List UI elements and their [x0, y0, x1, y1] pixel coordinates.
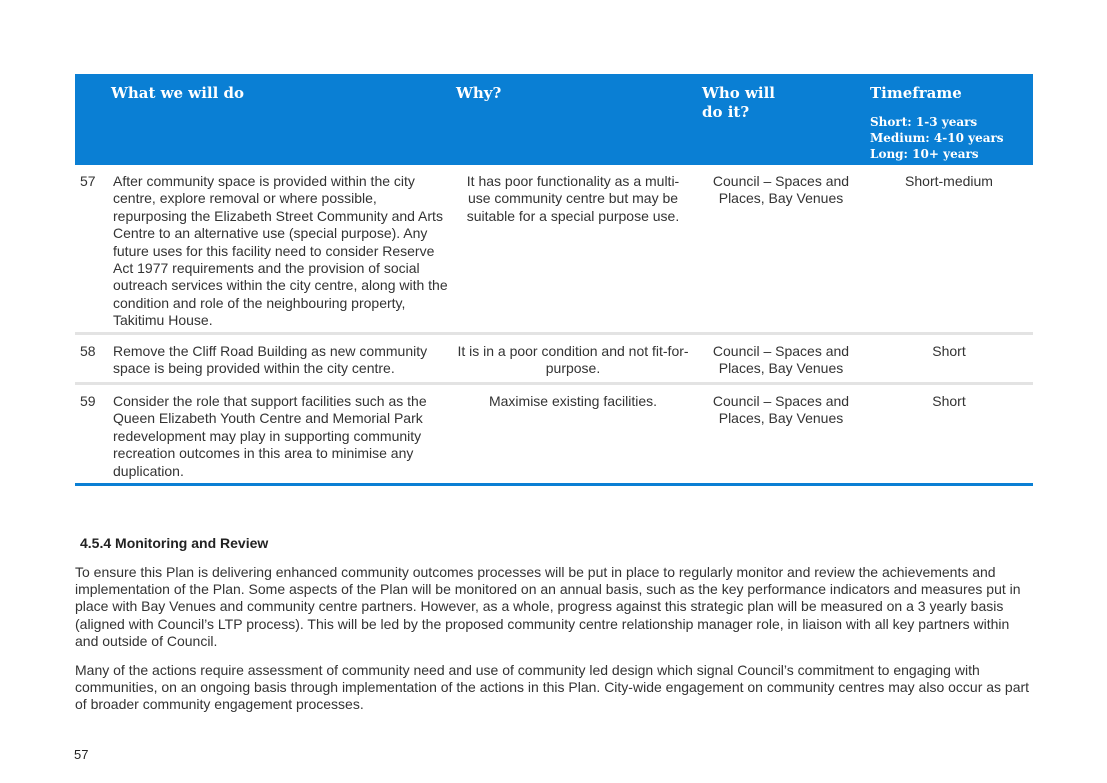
page-number: 57: [74, 747, 89, 762]
row-action: Remove the Cliff Road Building as new community space is being provided within the city centre.: [113, 343, 428, 377]
row-responsible: Council – Spaces and Places, Bay Venues: [712, 343, 850, 377]
actions-table: [75, 74, 1033, 486]
row-reason: It has poor functionality as a multi-use community centre but may be suitable for a special purpose use.: [466, 173, 680, 224]
timeframe-key-short: Short: 1-3 years: [870, 115, 978, 129]
table-header: [75, 74, 1033, 165]
row-reason: Maximise existing facilities.: [488, 393, 658, 409]
row-action: After community space is provided within the city centre, explore removal or where possible, repurposing the Elizabeth Street Community and Arts Centre to an alternative use (special purpose). Any future uses for this facility need to consider Reserve Act 1977 requirements and the provision of social outreach services within the city centre, along with the condition and role of the neighbouring property, Takitimu House.: [113, 173, 448, 329]
row-responsible: Council – Spaces and Places, Bay Venues: [712, 173, 850, 207]
row-timeframe: Short: [932, 343, 966, 359]
row-number: 59: [80, 393, 96, 409]
timeframe-key: [870, 114, 1004, 162]
row-reason: It is in a poor condition and not fit-for-purpose.: [457, 343, 689, 377]
table-row: [75, 385, 1033, 486]
timeframe-key-medium: Medium: 4-10 years: [870, 131, 1004, 145]
table-row: [75, 335, 1033, 385]
table-row: [75, 165, 1033, 335]
header-timeframe: Timeframe: [870, 84, 962, 102]
row-responsible: Council – Spaces and Places, Bay Venues: [712, 393, 850, 427]
body-paragraph: To ensure this Plan is delivering enhanced community outcomes processes will be put in place to regularly monitor and review the achievements and implementation of the Plan. Some aspects of the Plan will be monitored on an annual basis, such as the key performance indicators and measures put in place with Bay Venues and community centre partners. However, as a whole, progress against this strategic plan will be measured on a 3 yearly basis (aligned with Council’s LTP process). This will be led by the proposed community centre relationship manager role, in liaison with all key partners within and outside of Council.: [75, 564, 1021, 649]
row-timeframe: Short-medium: [905, 173, 993, 189]
row-action: Consider the role that support facilities such as the Queen Elizabeth Youth Centre and Memorial Park redevelopment may play in supporting community recreation outcomes in this area to minimise any duplication.: [113, 393, 427, 479]
header-what: What we will do: [111, 84, 245, 102]
timeframe-key-long: Long: 10+ years: [870, 147, 979, 161]
header-why: Why?: [456, 84, 502, 102]
row-timeframe: Short: [932, 393, 966, 409]
body-paragraph: Many of the actions require assessment of community need and use of community led design which signal Council’s commitment to engaging with communities, on an ongoing basis through implementation of the actions in this Plan. City-wide engagement on community centres may also occur as part of broader community engagement processes.: [75, 662, 1030, 713]
row-number: 58: [80, 343, 96, 359]
section-heading: 4.5.4 Monitoring and Review: [80, 535, 269, 551]
row-number: 57: [80, 173, 96, 189]
header-who: Who will do it?: [702, 84, 775, 121]
